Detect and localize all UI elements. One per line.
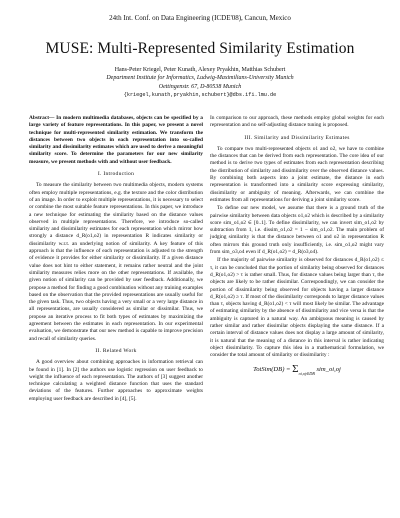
- address: Oettingenstr. 67, D-80538 Munich: [158, 83, 242, 90]
- author-list: Hans-Peter Kriegel, Peter Kunath, Alexey Pryakhin, Matthias Schubert: [114, 67, 286, 73]
- formula-lhs: TotSim(DB) =: [253, 365, 291, 373]
- author-block: [0, 66, 400, 99]
- paper-title: MUSE: Multi-Represented Similarity Estimation: [45, 40, 355, 57]
- estimates-paragraph-3: If the majority of pairwise similarity is observed for distances d_R(o1,o2) ≤ τ, it can be concluded that the portion of similarity being observed for distances d_R(o1,o2) > τ is rather small. Thus, for distance values being larger than τ, the objects are likely to be rather dissimilar. Correspondingly, we can consider the portion of dissimilarity being observed for objects having a larger distance d_R(o1,o2) ≥ τ. If most of the dissimilarity corresponds to larger distance values than τ, objects having d_R(o1,o2) < τ will most likely be similar. The advantage of estimating similarity by the absence of dissimilarity and vice versa is that the ambiguity is captured in a natural way. An ambiguous meaning is caused by rather similar and rather dissimilar objects displaying the same distance. If a certain interval of distance values does not display a large amount of similarity, it is natural that the meaning of a distance in this interval is rather indicating object dissimilarity. To capture this idea in a mathematical formulation, we consider the total amount of similarity or dissimilarity :: [210, 257, 384, 359]
- affiliation: Department Institute for Informatics, Ludwig-Maximilians-University Munich: [106, 75, 294, 82]
- summation-index: oi,oj∈DB: [298, 370, 315, 376]
- estimates-paragraph-2: To define our new model, we assume that there is a ground truth of the pairwise similarity between data objects o1,o2 which is described by a similarity score sim_o1,o2 ∈ [0..1]. To define dissimilarity, we can invert sim_o1,o2 by subtraction from 1, i.e. dissim_o1,o2 = 1 − sim_o1,o2. The main problem of judging similarity is that the distance between o1 and o2 in representation R often mirrors this ground truth only insufficiently, i.e. sim_o1,o2 might vary from sim_o3,o4 even if d_R(o1,o2) = d_R(o3,o4).: [210, 205, 384, 256]
- section-heading-related-work: II. Related Work: [95, 347, 137, 354]
- email-list: {kriegel,kunath,pryakhin,schubert}@dbs.ifi.lmu.de: [123, 91, 277, 98]
- left-column: [29, 115, 203, 404]
- right-column: [210, 115, 384, 379]
- abstract: Abstract— In modern multimedia databases, objects can be specified by a large variety of feature representations. In this paper, we present a novel technique for multi-represented similarity estimation. We transform the distances between two objects in each representation into so-called similarity and dissimilarity estimates which are used to derive a meaningful similarity score. To determine the parameters for our new similarity measure, we present methods with and without user feedback.: [29, 115, 203, 165]
- formula-total-similarity: [210, 362, 384, 377]
- summation-symbol: Σ: [292, 362, 299, 375]
- related-work-continued: In comparison to our approach, these methods employ global weights for each representation and no self-adjusting distance tuning is proposed.: [210, 115, 384, 129]
- conference-header: 24th Int. Conf. on Data Engineering (ICDE'08), Cancun, Mexico: [109, 14, 291, 22]
- estimates-paragraph-1: To compare two multi-represented objects o1 and o2, we have to combine the distances that can be derived from each representation. The core idea of our method is to derive two types of estimates from each representation describing the distribution of similarity and dissimilarity over the observed distance values. By combining both aspects into a joint estimate, the distance in each representation is transformed into a similarity score expressing similarity, dissimilarity or ambiguity of meaning. Afterwards, we can combine the estimates from all representations for deriving a joint similarity score.: [210, 145, 384, 203]
- formula-rhs: sim_oi,oj: [316, 365, 341, 373]
- intro-paragraph: To measure the similarity between two multimedia objects, modern systems often employ multiple representations, e.g. the texture and the color distribution of an image. In order to exploit multiple representations, it is necessary to select or combine the most suitable feature representations. In this paper, we introduce a new technique for estimating the similarity based on the distance values observed in multiple representations. Therefore, we introduce so-called similarity and dissimilarity estimates for each representation which mirror how strongly a distance d_R(o1,o2) in representation R indicates similarity or dissimilarity w.r.t. an underlying notion of similarity. A key feature of this approach is that the influence of each representation is adjusted to the strength of evidence it provides for either similarity or dissimilarity. If a given distance value does not hint to either statement, it remains rather neutral and the joint similarity measures relies more on the other representations. If available, the given notion of similarity can be provided by user feedback. Additionally, we propose a method for finding a good combination without any training examples based on the observation that the provided representations are usually useful for the given task. Thus, two objects having a very small or a very large distance in all representations, are usually considered as similar or dissimilar. Thus, we propose an iterative process to fit both types of estimates by maximizing the agreement between the estimates in each representation. In our experimental evaluation, we demonstrate that our new method is capable to improve precision and recall of similarity queries.: [29, 182, 203, 342]
- section-heading-introduction: I. Introduction: [97, 171, 135, 178]
- section-heading-estimates: III. Similarity and Dissimilarity Estimates: [244, 134, 350, 141]
- related-work-paragraph: A good overview about combining approaches in information retrieval can be found in [1]. In [2] the authors use logistic regression on user feedback to weight the influence of each representation. The authors of [3] suggest another technique calculating a weighted distance function that uses the standard deviations of the features. Further approaches to approximate weights employing user feedback are described in [4], [5].: [29, 359, 203, 402]
